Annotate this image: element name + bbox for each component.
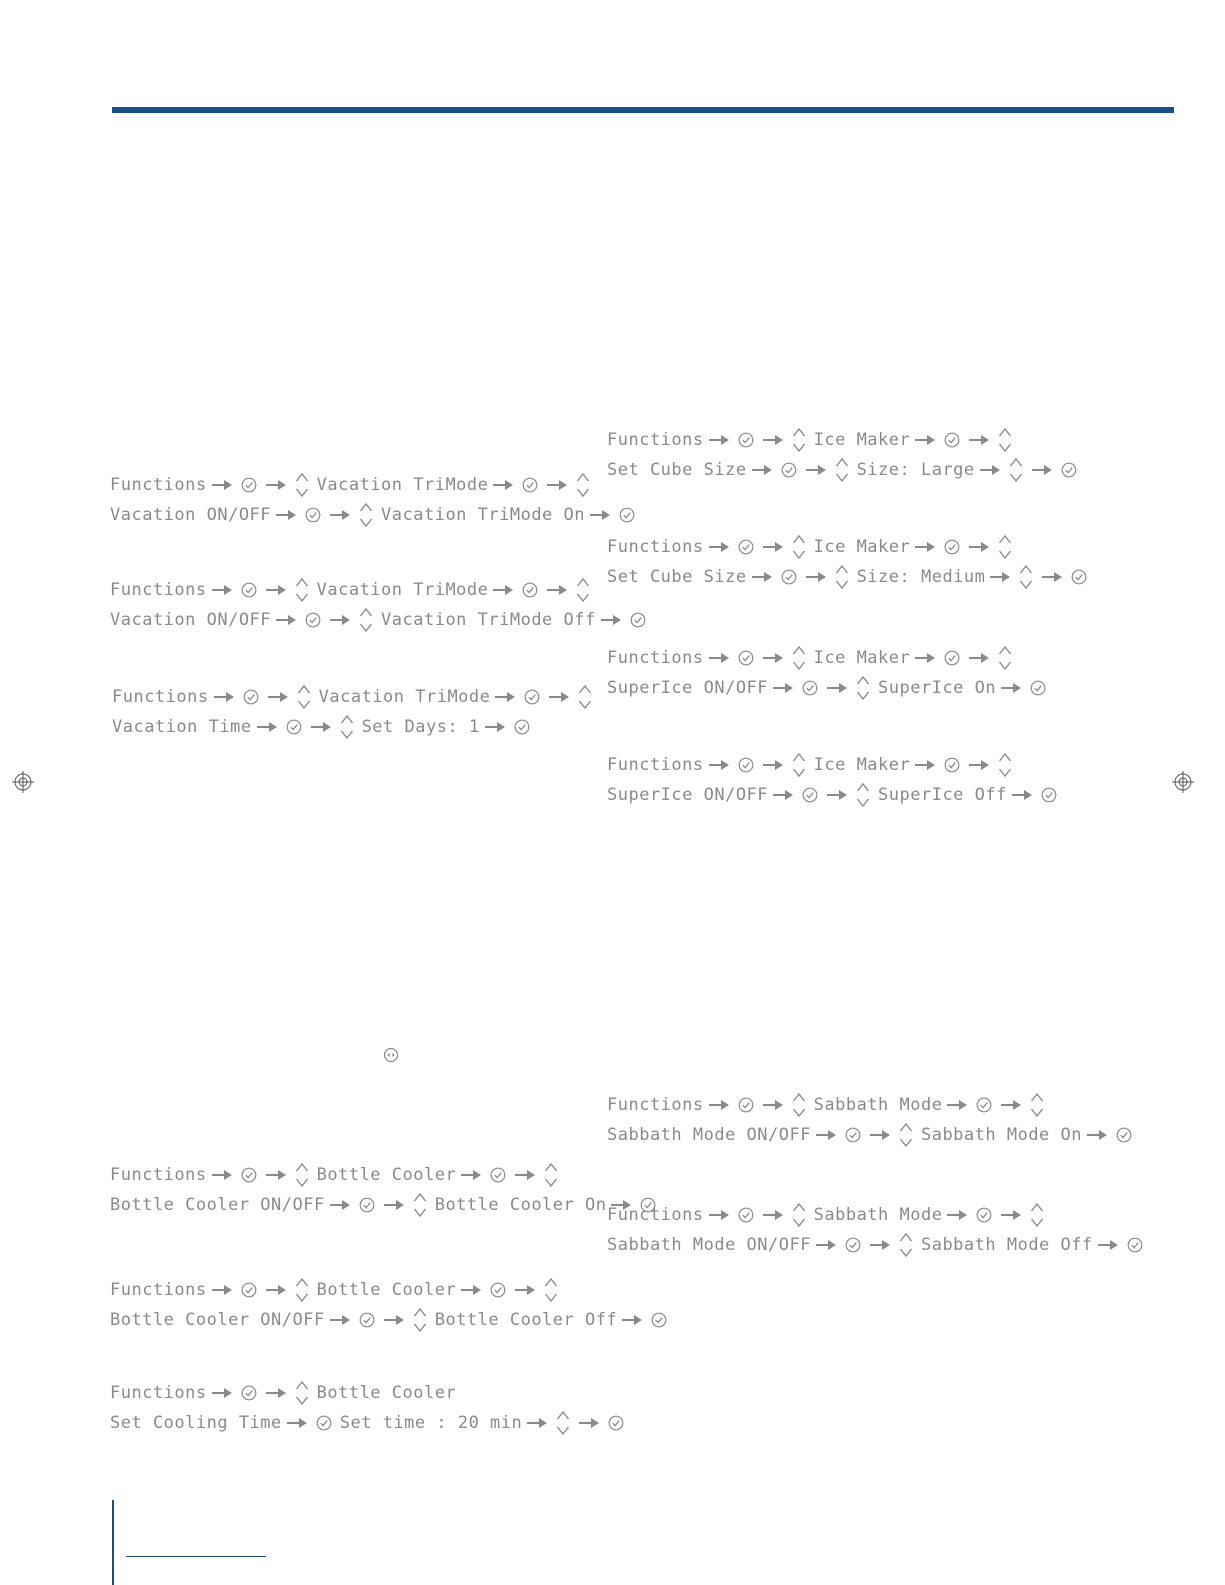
check-circle-icon (243, 689, 263, 705)
up-down-arrows-icon (792, 644, 810, 672)
check-circle-icon (738, 1207, 758, 1223)
arrow-right-icon (213, 691, 239, 703)
check-circle-icon (738, 432, 758, 448)
arrow-right-icon (914, 541, 940, 553)
arrow-right-icon (1086, 1129, 1112, 1141)
up-down-arrows-icon (359, 501, 377, 529)
check-circle-icon (944, 757, 964, 773)
arrow-right-icon (329, 1199, 355, 1211)
arrow-right-icon (578, 1417, 604, 1429)
arrow-right-icon (968, 759, 994, 771)
arrow-right-icon (805, 571, 831, 583)
step-label: Bottle Cooler (316, 1280, 457, 1300)
step-label: SuperIce On (878, 678, 997, 698)
arrow-right-icon (265, 1387, 291, 1399)
check-circle-icon (490, 1167, 510, 1183)
up-down-arrows-icon (1030, 1091, 1048, 1119)
up-down-arrows-icon (295, 1379, 313, 1407)
check-circle-icon (1030, 680, 1050, 696)
check-circle-icon (1116, 1127, 1136, 1143)
sequence-line (607, 643, 1054, 673)
check-circle-icon (781, 462, 801, 478)
sequence-line (110, 1275, 675, 1305)
arrow-right-icon (762, 652, 788, 664)
up-down-arrows-icon (792, 533, 810, 561)
check-circle-icon (738, 757, 758, 773)
check-circle-icon (305, 612, 325, 628)
up-down-arrows-icon (576, 471, 594, 499)
sequence-line (607, 455, 1085, 485)
arrow-right-icon (514, 1284, 540, 1296)
up-down-arrows-icon (998, 751, 1016, 779)
cube-size-medium-sequence (607, 532, 1095, 592)
check-circle-icon (781, 569, 801, 585)
arrow-right-icon (526, 1417, 552, 1429)
sequence-line (110, 1305, 675, 1335)
arrow-right-icon (211, 1169, 237, 1181)
sequence-line (110, 575, 654, 605)
step-label: Ice Maker (813, 430, 911, 450)
arrow-right-icon (1011, 789, 1037, 801)
step-label: Functions (607, 1095, 704, 1115)
check-circle-icon (1041, 787, 1061, 803)
arrow-right-icon (600, 614, 626, 626)
sequence-line (110, 1378, 632, 1408)
step-label: Set Cooling Time (110, 1413, 282, 1433)
check-circle-icon (802, 680, 822, 696)
check-circle-icon (738, 1097, 758, 1113)
sequence-line (110, 1190, 664, 1220)
check-circle-icon (241, 582, 261, 598)
up-down-arrows-icon (998, 533, 1016, 561)
arrow-right-icon (492, 584, 518, 596)
step-label: Functions (110, 580, 207, 600)
arrow-right-icon (329, 509, 355, 521)
sequence-line (110, 500, 643, 530)
arrow-right-icon (708, 1099, 734, 1111)
arrow-right-icon (1000, 1099, 1026, 1111)
step-label: Vacation TriMode (318, 687, 491, 707)
registration-mark-icon (12, 771, 34, 793)
step-label: Functions (607, 1205, 704, 1225)
up-down-arrows-icon (544, 1161, 562, 1189)
arrow-right-icon (265, 584, 291, 596)
step-label: Set Cube Size (607, 460, 747, 480)
sequence-line (607, 1230, 1151, 1260)
step-label: Bottle Cooler ON/OFF (110, 1195, 325, 1215)
arrow-right-icon (869, 1239, 895, 1251)
sequence-line (607, 562, 1095, 592)
step-label: Ice Maker (813, 755, 911, 775)
check-circle-icon (738, 650, 758, 666)
arrow-right-icon (708, 434, 734, 446)
arrow-right-icon (751, 571, 777, 583)
up-down-arrows-icon (544, 1276, 562, 1304)
arrow-right-icon (275, 509, 301, 521)
step-label: Ice Maker (813, 648, 911, 668)
check-circle-icon (1127, 1237, 1147, 1253)
check-circle-icon (522, 477, 542, 493)
up-down-arrows-icon (1009, 456, 1027, 484)
step-label: SuperIce ON/OFF (607, 785, 769, 805)
check-circle-icon (522, 582, 542, 598)
registration-mark-icon (1172, 771, 1194, 793)
arrow-right-icon (267, 691, 293, 703)
arrow-right-icon (869, 1129, 895, 1141)
bottle-cooler-on-sequence (110, 1160, 664, 1220)
up-down-arrows-icon (792, 1091, 810, 1119)
arrow-right-icon (1097, 1239, 1123, 1251)
footer-underline (126, 1556, 266, 1557)
arrow-right-icon (708, 759, 734, 771)
step-label: Vacation ON/OFF (110, 505, 272, 525)
arrow-right-icon (589, 509, 615, 521)
step-label: Vacation Time (112, 717, 252, 737)
vacation-time-sequence (112, 682, 600, 742)
arrow-right-icon (708, 652, 734, 664)
arrow-right-icon (492, 479, 518, 491)
arrow-right-icon (805, 464, 831, 476)
page-side-rule (112, 1500, 114, 1585)
sequence-line (607, 532, 1095, 562)
arrow-right-icon (310, 721, 336, 733)
up-down-arrows-icon (998, 644, 1016, 672)
arrow-right-icon (211, 479, 237, 491)
arrow-right-icon (546, 479, 572, 491)
check-circle-icon (241, 1167, 261, 1183)
up-down-arrows-icon (856, 781, 874, 809)
up-down-arrows-icon (413, 1191, 431, 1219)
check-circle-icon (514, 719, 534, 735)
up-down-arrows-icon (998, 426, 1016, 454)
sequence-line (110, 470, 643, 500)
up-down-arrows-icon (899, 1231, 917, 1259)
check-circle-icon (359, 1197, 379, 1213)
step-label: Size: Large (856, 460, 975, 480)
arrow-right-icon (968, 541, 994, 553)
check-circle-icon (944, 650, 964, 666)
arrow-right-icon (914, 434, 940, 446)
arrow-right-icon (383, 1199, 409, 1211)
sequence-line (112, 682, 600, 712)
up-down-arrows-icon (792, 751, 810, 779)
arrow-right-icon (708, 541, 734, 553)
arrow-right-icon (762, 434, 788, 446)
check-circle-icon (651, 1312, 671, 1328)
step-label: Bottle Cooler Off (434, 1310, 618, 1330)
arrow-right-icon (989, 571, 1015, 583)
arrow-right-icon (286, 1417, 312, 1429)
arrow-right-icon (460, 1284, 486, 1296)
arrow-right-icon (762, 1099, 788, 1111)
up-down-arrows-icon (1030, 1201, 1048, 1229)
up-down-arrows-icon (899, 1121, 917, 1149)
step-label: Bottle Cooler ON/OFF (110, 1310, 325, 1330)
check-circle-icon (608, 1415, 628, 1431)
step-label: Set Cube Size (607, 567, 747, 587)
up-down-arrows-icon (856, 674, 874, 702)
check-circle-icon (845, 1127, 865, 1143)
arrow-right-icon (494, 691, 520, 703)
up-down-arrows-icon (359, 606, 377, 634)
arrow-right-icon (329, 1314, 355, 1326)
check-circle-icon (944, 432, 964, 448)
up-down-arrows-icon (295, 1161, 313, 1189)
arrow-right-icon (514, 1169, 540, 1181)
check-circle-icon (524, 689, 544, 705)
arrow-right-icon (708, 1209, 734, 1221)
arrow-right-icon (914, 652, 940, 664)
step-label: Functions (112, 687, 209, 707)
check-circle-icon (359, 1312, 379, 1328)
arrow-right-icon (256, 721, 282, 733)
arrow-right-icon (211, 1387, 237, 1399)
check-circle-icon (802, 787, 822, 803)
cube-size-large-sequence (607, 425, 1085, 485)
up-down-arrows-icon (295, 576, 313, 604)
step-label: SuperIce Off (878, 785, 1007, 805)
arrow-right-icon (1031, 464, 1057, 476)
check-circle-icon (976, 1207, 996, 1223)
arrow-right-icon (968, 434, 994, 446)
up-down-arrows-icon (1019, 563, 1037, 591)
arrow-right-icon (815, 1129, 841, 1141)
check-circle-icon (976, 1097, 996, 1113)
arrow-right-icon (826, 682, 852, 694)
step-label: Size: Medium (856, 567, 986, 587)
step-label: Functions (110, 1280, 207, 1300)
sequence-line (110, 605, 654, 635)
step-label: Set Days: 1 (361, 717, 480, 737)
superice-on-sequence (607, 643, 1054, 703)
step-label: Bottle Cooler (316, 1165, 457, 1185)
sabbath-off-sequence (607, 1200, 1151, 1260)
sequence-line (607, 1120, 1140, 1150)
step-label: Functions (110, 475, 207, 495)
check-circle-icon (490, 1282, 510, 1298)
vacation-off-sequence (110, 575, 654, 635)
step-label: Ice Maker (813, 537, 911, 557)
check-circle-icon (845, 1237, 865, 1253)
sequence-line (110, 1160, 664, 1190)
check-circle-icon (305, 507, 325, 523)
up-down-arrows-icon (835, 563, 853, 591)
up-down-arrows-icon (295, 471, 313, 499)
up-down-arrows-icon (413, 1306, 431, 1334)
sequence-line (112, 712, 600, 742)
step-label: Vacation ON/OFF (110, 610, 272, 630)
arrow-right-icon (762, 759, 788, 771)
sequence-line (607, 425, 1085, 455)
small-tool-icon (383, 1047, 399, 1063)
arrow-right-icon (383, 1314, 409, 1326)
arrow-right-icon (621, 1314, 647, 1326)
arrow-right-icon (772, 682, 798, 694)
step-label: Sabbath Mode ON/OFF (607, 1235, 811, 1255)
step-label: Sabbath Mode (813, 1095, 943, 1115)
up-down-arrows-icon (792, 426, 810, 454)
arrow-right-icon (762, 1209, 788, 1221)
sequence-line (607, 1090, 1140, 1120)
step-label: SuperIce ON/OFF (607, 678, 769, 698)
arrow-right-icon (1000, 1209, 1026, 1221)
check-circle-icon (1071, 569, 1091, 585)
arrow-right-icon (979, 464, 1005, 476)
step-label: Functions (607, 755, 704, 775)
arrow-right-icon (772, 789, 798, 801)
arrow-right-icon (275, 614, 301, 626)
step-label: Functions (607, 648, 704, 668)
check-circle-icon (630, 612, 650, 628)
sabbath-on-sequence (607, 1090, 1140, 1150)
check-circle-icon (241, 477, 261, 493)
sequence-line (607, 750, 1065, 780)
arrow-right-icon (265, 1284, 291, 1296)
sequence-line (110, 1408, 632, 1438)
check-circle-icon (241, 1282, 261, 1298)
arrow-right-icon (460, 1169, 486, 1181)
step-label: Vacation TriMode On (381, 505, 585, 525)
up-down-arrows-icon (556, 1409, 574, 1437)
sequence-line (607, 1200, 1151, 1230)
up-down-arrows-icon (295, 1276, 313, 1304)
check-circle-icon (316, 1415, 336, 1431)
up-down-arrows-icon (835, 456, 853, 484)
step-label: Sabbath Mode On (920, 1125, 1082, 1145)
arrow-right-icon (265, 1169, 291, 1181)
arrow-right-icon (329, 614, 355, 626)
arrow-right-icon (484, 721, 510, 733)
up-down-arrows-icon (340, 713, 358, 741)
sequence-line (607, 780, 1065, 810)
arrow-right-icon (548, 691, 574, 703)
step-label: Vacation TriMode (316, 580, 489, 600)
step-label: Functions (607, 537, 704, 557)
up-down-arrows-icon (792, 1201, 810, 1229)
step-label: Bottle Cooler (316, 1383, 457, 1403)
arrow-right-icon (1041, 571, 1067, 583)
step-label: Sabbath Mode (813, 1205, 943, 1225)
up-down-arrows-icon (297, 683, 315, 711)
check-circle-icon (286, 719, 306, 735)
arrow-right-icon (546, 584, 572, 596)
sequence-line (607, 673, 1054, 703)
step-label: Functions (607, 430, 704, 450)
step-label: Vacation TriMode Off (381, 610, 596, 630)
vacation-on-sequence (110, 470, 643, 530)
check-circle-icon (619, 507, 639, 523)
arrow-right-icon (1000, 682, 1026, 694)
arrow-right-icon (946, 1209, 972, 1221)
step-label: Sabbath Mode ON/OFF (607, 1125, 811, 1145)
header-rule (112, 107, 1174, 113)
arrow-right-icon (815, 1239, 841, 1251)
arrow-right-icon (826, 789, 852, 801)
step-label: Functions (110, 1165, 207, 1185)
step-label: Bottle Cooler On (434, 1195, 607, 1215)
arrow-right-icon (914, 759, 940, 771)
bottle-cooler-time-sequence (110, 1378, 632, 1438)
step-label: Sabbath Mode Off (920, 1235, 1093, 1255)
check-circle-icon (1061, 462, 1081, 478)
arrow-right-icon (751, 464, 777, 476)
arrow-right-icon (762, 541, 788, 553)
arrow-right-icon (211, 584, 237, 596)
check-circle-icon (241, 1385, 261, 1401)
superice-off-sequence (607, 750, 1065, 810)
check-circle-icon (738, 539, 758, 555)
up-down-arrows-icon (576, 576, 594, 604)
bottle-cooler-off-sequence (110, 1275, 675, 1335)
step-label: Set time : 20 min (339, 1413, 523, 1433)
up-down-arrows-icon (578, 683, 596, 711)
check-circle-icon (944, 539, 964, 555)
step-label: Functions (110, 1383, 207, 1403)
arrow-right-icon (946, 1099, 972, 1111)
arrow-right-icon (265, 479, 291, 491)
arrow-right-icon (968, 652, 994, 664)
step-label: Vacation TriMode (316, 475, 489, 495)
arrow-right-icon (211, 1284, 237, 1296)
